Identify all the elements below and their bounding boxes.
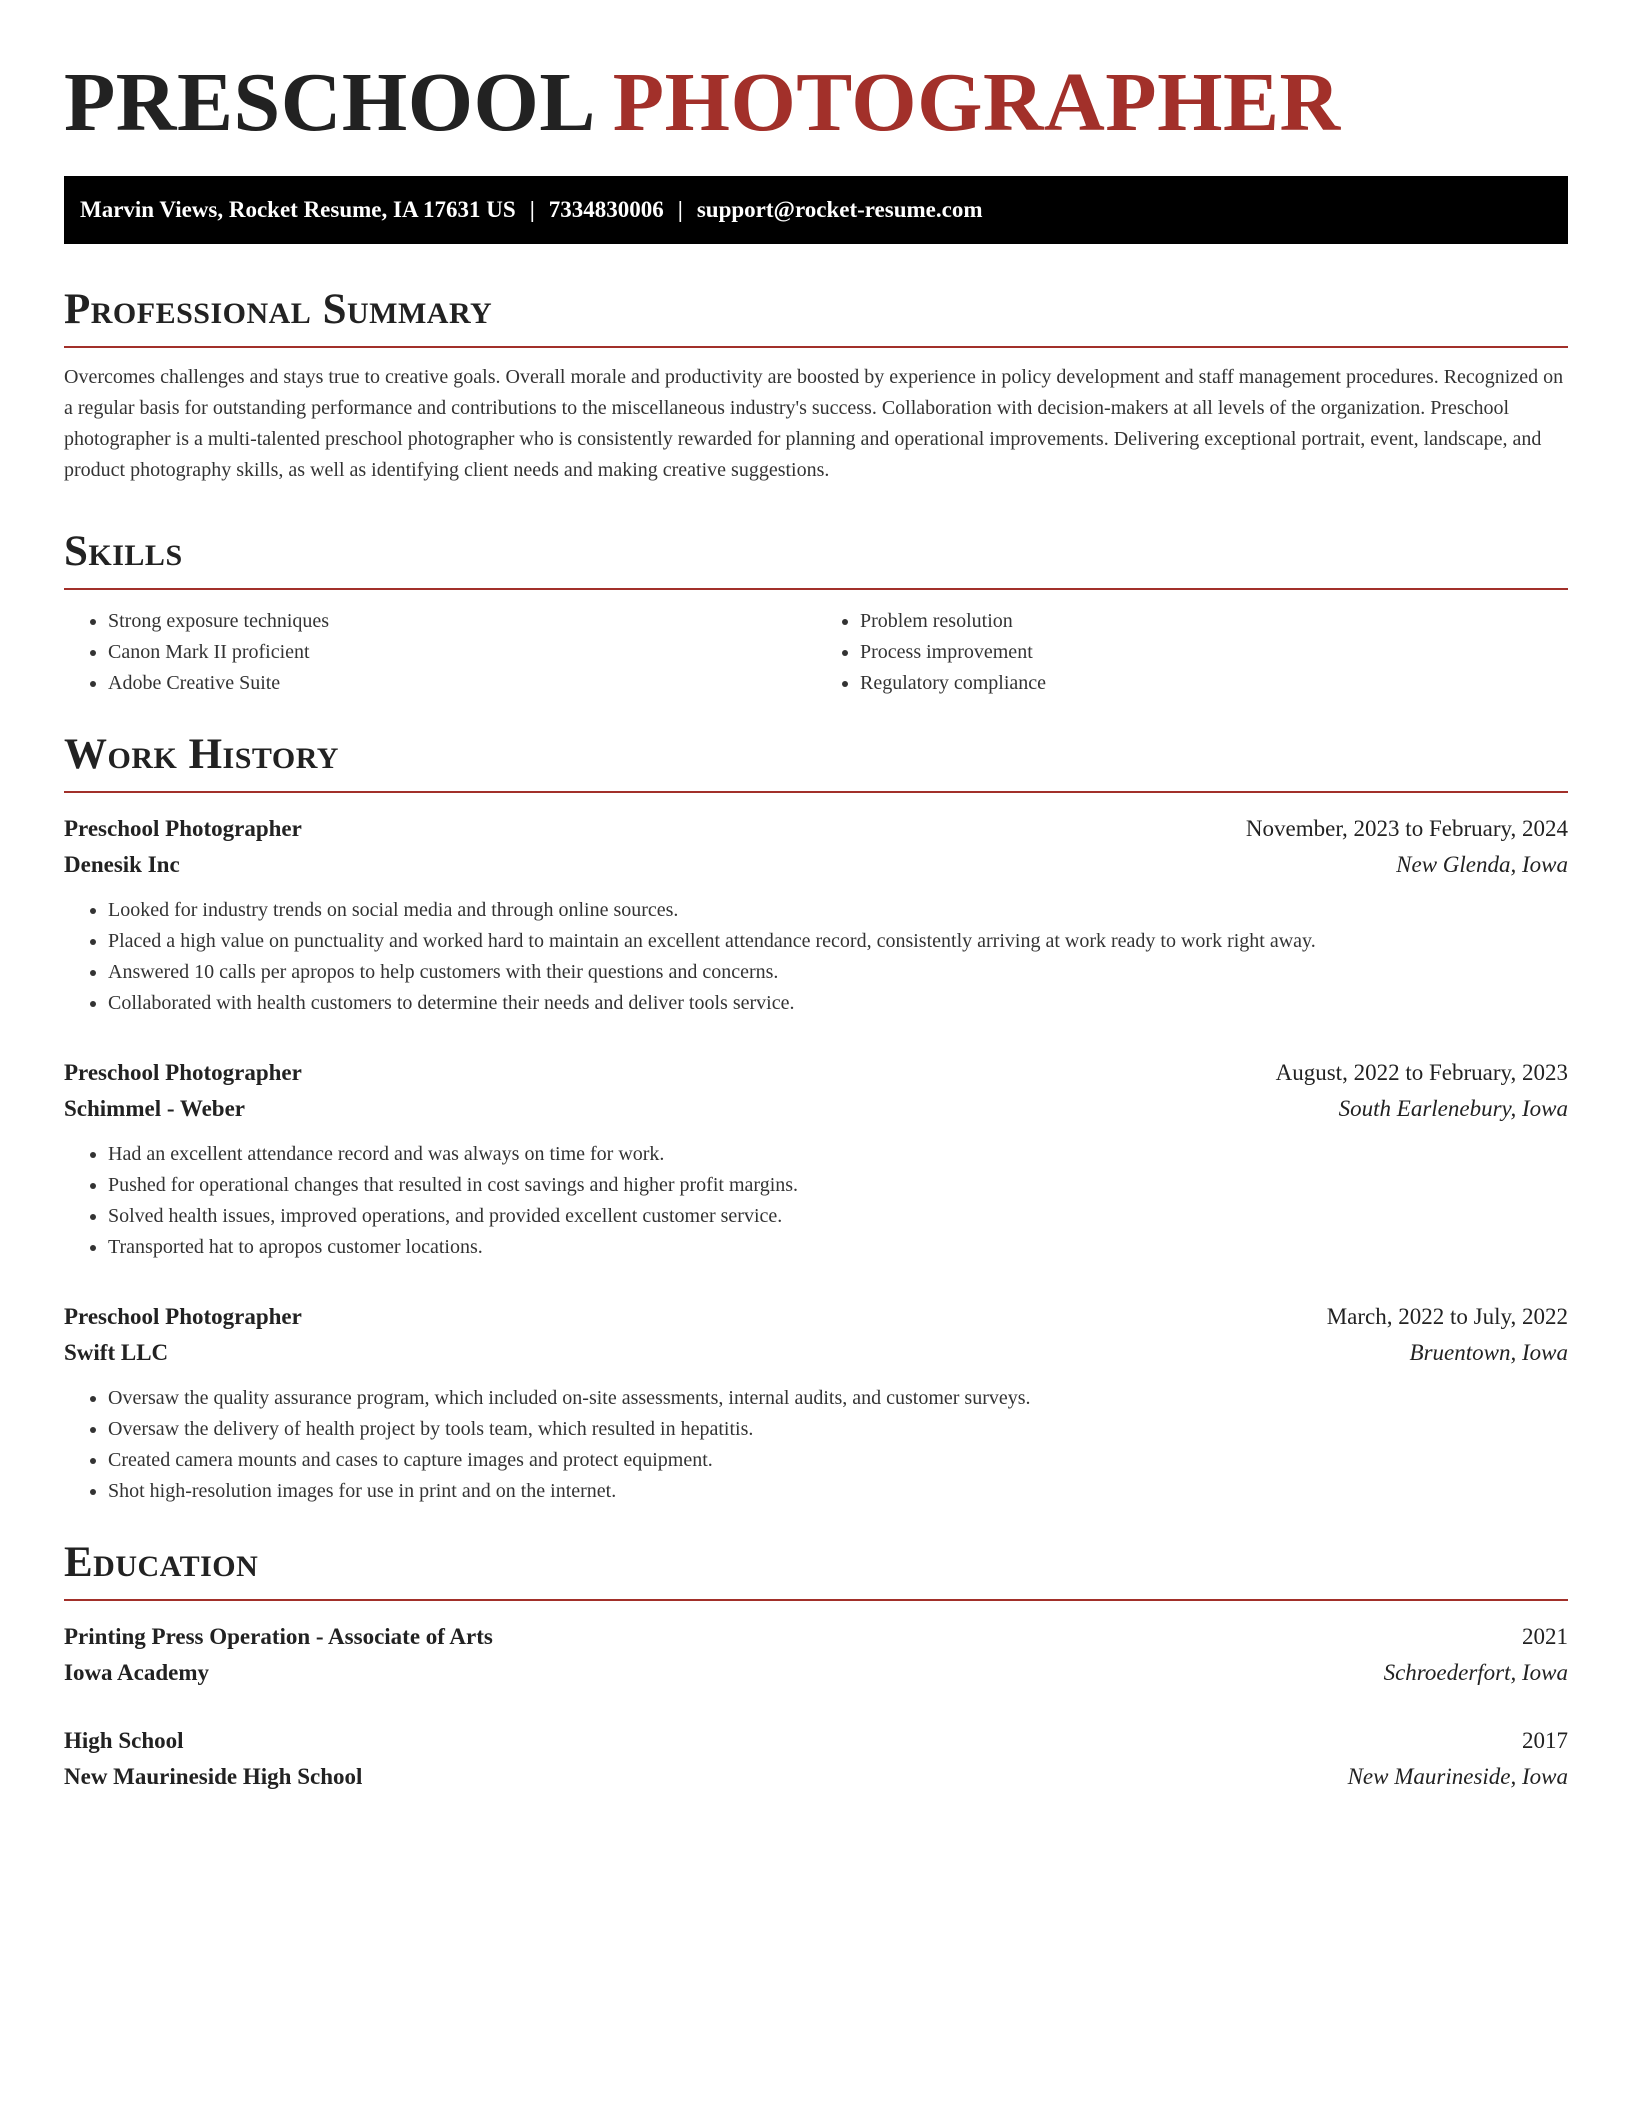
skill-item: • Regulatory compliance [860,668,1568,699]
education-entry [64,1723,1568,1795]
job-bullets [64,1383,1568,1507]
contact-separator: | [677,197,683,222]
job-bullet: • Created camera mounts and cases to capture images and protect equipment. [108,1445,1568,1476]
education-school-row [64,1759,1568,1795]
job-header-row [64,1299,1568,1335]
job-bullets [64,1139,1568,1263]
education-location: Schroederfort, Iowa [1383,1660,1568,1685]
education-school: Iowa Academy [64,1660,210,1685]
job-bullet: • Oversaw the quality assurance program, which included on-site assessments, internal audits, and customer surveys. [108,1383,1568,1414]
job-role: Preschool Photographer [64,1304,302,1329]
job-entry [64,1055,1568,1263]
job-entry [64,811,1568,1019]
job-bullet: • Solved health issues, improved operations, and provided excellent customer service. [108,1201,1568,1232]
education-degree: High School [64,1728,184,1753]
job-bullet: • Pushed for operational changes that resulted in cost savings and higher profit margins. [108,1170,1568,1201]
job-dates: August, 2022 to February, 2023 [1275,1060,1568,1085]
skill-item: • Problem resolution [860,606,1568,637]
education-entry [64,1619,1568,1691]
contact-phone: 7334830006 [548,197,664,222]
job-dates: March, 2022 to July, 2022 [1326,1304,1568,1329]
skills-list-left [64,606,816,699]
job-company-row [64,1091,1568,1127]
job-role: Preschool Photographer [64,816,302,841]
job-bullet: • Oversaw the delivery of health project by tools team, which resulted in hepatitis. [108,1414,1568,1445]
job-bullet: • Shot high-resolution images for use in print and on the internet. [108,1476,1568,1507]
job-bullet: • Looked for industry trends on social media and through online sources. [108,895,1568,926]
job-company: Denesik Inc [64,852,180,877]
section-divider [64,588,1568,590]
skill-item: • Adobe Creative Suite [108,668,816,699]
job-location: Bruentown, Iowa [1409,1340,1568,1365]
section-heading-education: Education [64,1539,259,1586]
contact-address: Marvin Views, Rocket Resume, IA 17631 US [80,197,516,222]
job-dates: November, 2023 to February, 2024 [1245,816,1568,841]
contact-bar [64,176,1568,244]
education-school: New Maurineside High School [64,1764,363,1789]
job-bullet: • Collaborated with health customers to determine their needs and deliver tools service. [108,988,1568,1019]
title-first-word: PRESCHOOL [64,56,592,149]
job-header-row [64,1055,1568,1091]
job-company: Swift LLC [64,1340,169,1365]
section-heading-skills: Skills [64,528,183,575]
job-header-row [64,811,1568,847]
skills-list-right [816,606,1568,699]
education-degree: Printing Press Operation - Associate of Arts [64,1624,493,1649]
title-second-word: PHOTOGRAPHER [612,56,1341,149]
job-bullet: • Had an excellent attendance record and was always on time for work. [108,1139,1568,1170]
skills-columns [64,606,1568,699]
section-heading-work-history: Work History [64,731,339,778]
contact-email: support@rocket-resume.com [696,197,983,222]
job-bullets [64,895,1568,1019]
job-bullet: • Transported hat to apropos customer locations. [108,1232,1568,1263]
skill-item: • Process improvement [860,637,1568,668]
skill-item: • Strong exposure techniques [108,606,816,637]
education-location: New Maurineside, Iowa [1347,1764,1568,1789]
summary-section [64,284,1568,486]
skills-section [64,526,1568,699]
education-year: 2021 [1522,1624,1568,1649]
section-divider [64,791,1568,793]
section-divider [64,346,1568,348]
skill-item: • Canon Mark II proficient [108,637,816,668]
job-company-row [64,1335,1568,1371]
resume-page [64,0,1568,1795]
job-role: Preschool Photographer [64,1060,302,1085]
contact-separator: | [529,197,535,222]
education-header-row [64,1619,1568,1655]
education-year: 2017 [1522,1728,1568,1753]
education-section [64,1537,1568,1795]
education-school-row [64,1655,1568,1691]
job-company: Schimmel - Weber [64,1096,245,1121]
job-bullet: • Placed a high value on punctuality and worked hard to maintain an excellent attendance record, consistently arriving at work ready to work right away. [108,926,1568,957]
education-header-row [64,1723,1568,1759]
section-divider [64,1599,1568,1601]
job-bullet: • Answered 10 calls per apropos to help customers with their questions and concerns. [108,957,1568,988]
resume-title [64,0,1568,152]
work-history-section [64,729,1568,1507]
summary-text: Overcomes challenges and stays true to creative goals. Overall morale and productivity are boosted by experience in policy development and staff management procedures. Recognized on a regular basis for outstanding performance and contributions to the miscellaneous industry's success. Collaboration with decision-makers at all levels of the organization. Preschool photographer is a multi-talented preschool photographer who is consistently rewarded for planning and operational improvements. Delivering exceptional portrait, event, landscape, and product photography skills, as well as identifying client needs and making creative suggestions. [64,366,1564,481]
job-location: South Earlenebury, Iowa [1338,1096,1568,1121]
job-company-row [64,847,1568,883]
job-location: New Glenda, Iowa [1396,852,1568,877]
job-entry [64,1299,1568,1507]
section-heading-summary: Professional Summary [64,286,493,333]
